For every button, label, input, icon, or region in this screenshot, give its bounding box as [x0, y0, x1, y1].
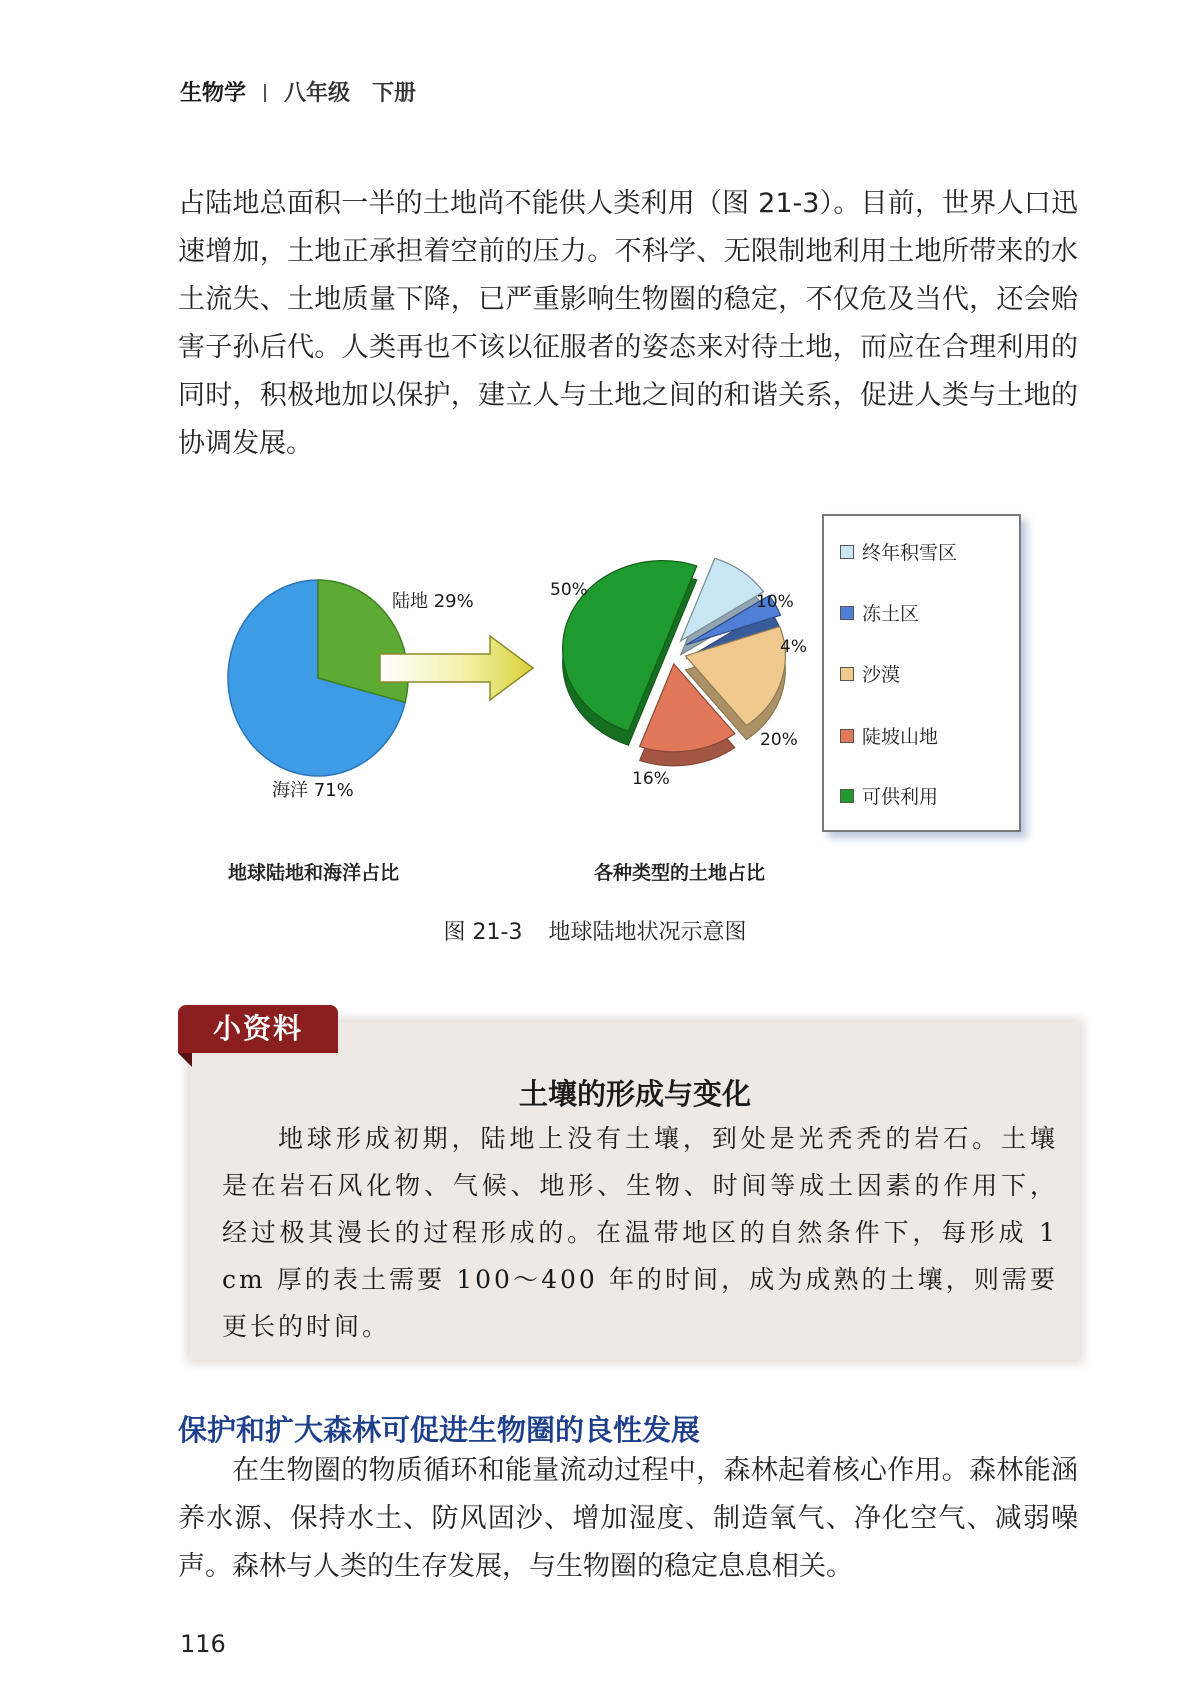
legend-label: 可供利用: [862, 786, 939, 808]
snow-swatch: [840, 545, 854, 559]
desert-slice-label: 20%: [760, 730, 798, 750]
figure-caption: [0, 915, 1190, 946]
legend-label: 沙漠: [862, 664, 901, 686]
ocean-slice-label: 海洋 71%: [272, 780, 354, 801]
figure-number: 图 21-3: [443, 920, 523, 945]
legend-item-snow: [840, 538, 957, 565]
book-volume: 下册: [372, 81, 417, 106]
body-paragraph-1: 占陆地总面积一半的土地尚不能供人类利用（图 21-3）。目前，世界人口迅速增加，土地正承担着空前的压力。不科学、无限制地利用土地所带来的水土流失、土地质量下降，已严重影响生物圈的稳定，不仅危及当代，还会贻害子孙后代。人类再也不该以征服者的姿态来对待土地，而应在合理利用的同时，积极地加以保护，建立人与土地之间的和谐关系，促进人类与土地的协调发展。: [178, 188, 1078, 459]
slope-slice-label: 16%: [632, 769, 670, 789]
legend-item-permafrost: [840, 599, 919, 626]
permafrost-swatch: [840, 606, 854, 620]
chart-legend: [822, 514, 1021, 832]
book-grade: 八年级: [284, 81, 351, 106]
land-types-pie: [563, 558, 786, 766]
info-box-body: 地球形成初期，陆地上没有土壤，到处是光秃秃的岩石。土壤是在岩石风化物、气候、地形、生物、时间等成土因素的作用下，经过极其漫长的过程形成的。在温带地区的自然条件下，每形成 1 cm 厚的表土需要 100～400 年的时间，成为成熟的土壤，则需要更长的时间。: [222, 1124, 1058, 1341]
left-chart-title: 地球陆地和海洋占比: [228, 862, 400, 884]
permafrost-slice-label: 4%: [780, 637, 807, 657]
info-box-title: 土壤的形成与变化: [518, 1077, 751, 1111]
slope-swatch: [840, 729, 854, 743]
desert-swatch: [840, 667, 854, 681]
usable-slice-label: 50%: [550, 580, 588, 600]
legend-label: 陡坡山地: [862, 726, 939, 748]
info-tag-label: 小资料: [212, 1012, 303, 1045]
usable-swatch: [840, 789, 854, 803]
figure-caption-text: 地球陆地状况示意图: [548, 920, 747, 945]
land-slice-label: 陆地 29%: [392, 591, 474, 612]
right-chart-title: 各种类型的土地占比: [594, 862, 766, 884]
legend-item-usable: [840, 782, 938, 809]
body-paragraph-2: 在生物圈的物质循环和能量流动过程中，森林起着核心作用。森林能涵养水源、保持水土、防风固沙、增加湿度、制造氧气、净化空气、减弱噪声。森林与人类的生存发展，与生物圈的稳定息息相关。: [178, 1455, 1078, 1582]
page-number: 116: [180, 1630, 226, 1658]
legend-item-slope: [840, 722, 938, 749]
book-title: 生物学: [180, 81, 247, 106]
legend-label: 终年积雪区: [862, 542, 958, 564]
info-tag-fold: [178, 1053, 192, 1067]
section-heading: 保护和扩大森林可促进生物圈的良性发展: [178, 1413, 701, 1447]
snow-slice-label: 10%: [756, 592, 794, 612]
legend-label: 冻土区: [862, 603, 920, 625]
legend-item-desert: [840, 660, 900, 687]
